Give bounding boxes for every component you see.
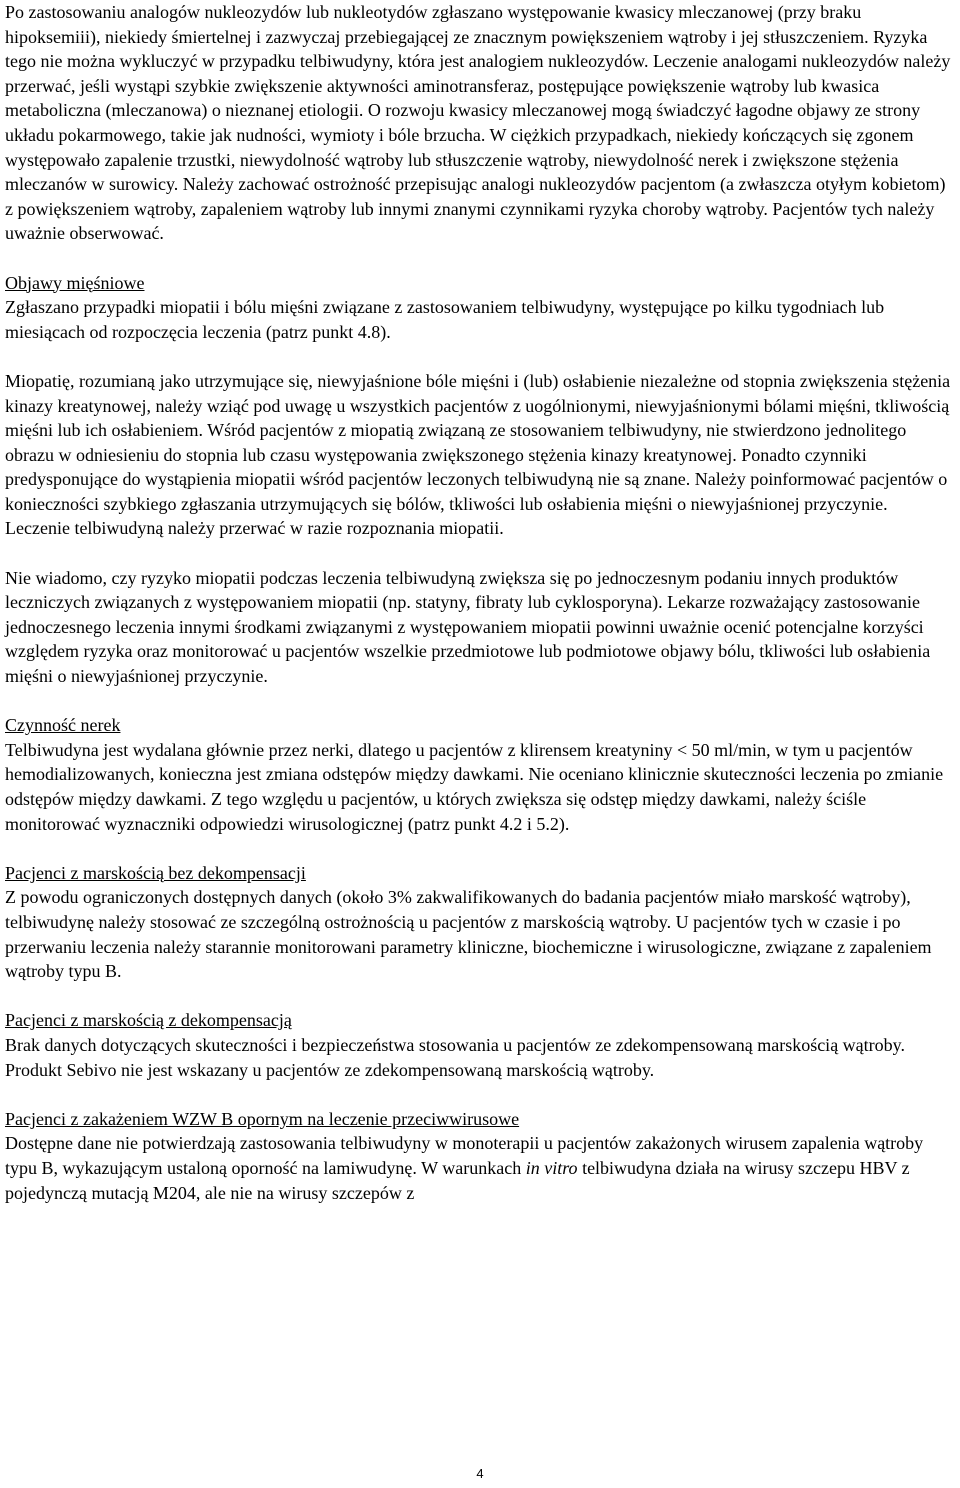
section-decompensated-cirrhosis <box>5 1008 956 1082</box>
section-renal-function <box>5 713 956 836</box>
section-muscle-symptoms <box>5 271 956 345</box>
body-text: Brak danych dotyczących skuteczności i bezpieczeństwa stosowania u pacjentów ze zdekompensowaną marskością wątroby. Produkt Sebivo nie jest wskazany u pacjentów ze zdekompensowaną marskością wątroby. <box>5 1034 905 1080</box>
body-text: Z powodu ograniczonych dostępnych danych (około 3% zakwalifikowanych do badania pacjentów miało marskość wątroby), telbiwudynę należy stosować ze szczególną ostrożnością u pacjentów z marskością wątroby. U pacjentów tych w czasie i po przerwaniu leczenia należy starannie monitorowani parametry kliniczne, biochemiczne i wirusologiczne, związane z zapaleniem wątroby typu B. <box>5 887 932 982</box>
section-heading: Objawy mięśniowe <box>5 272 145 293</box>
paragraph-lactic-acidosis <box>5 0 956 246</box>
section-heading: Pacjenci z marskością z dekompensacją <box>5 1010 292 1031</box>
page-number: 4 <box>476 1466 484 1481</box>
section-heading: Pacjenci z zakażeniem WZW B opornym na leczenie przeciwwirusowe <box>5 1108 520 1129</box>
body-text: Zgłaszano przypadki miopatii i bólu mięśni związane z zastosowaniem telbiwudyny, występujące po kilku tygodniach lub miesiącach od rozpoczęcia leczenia (patrz punkt 4.8). <box>5 297 885 342</box>
body-text: Telbiwudyna jest wydalana głównie przez nerki, dlatego u pacjentów z klirensem kreatyniny < 50 ml/min, w tym u pacjentów hemodializowanych, konieczna jest zmiana odstępów między dawkami. Nie oceniano klinicznie skuteczności leczenia po zmianie odstępów między dawkami. Z tego względu u pacjentów, u których zwiększa się odstęp między dawkami, należy ściśle monitorować wyznaczniki odpowiedzi wirusologicznej (patrz punkt 4.2 i 5.2). <box>5 739 944 834</box>
section-compensated-cirrhosis <box>5 861 956 984</box>
paragraph-myopathy <box>5 369 956 541</box>
body-text <box>5 1131 956 1205</box>
paragraph-concomitant-products <box>5 566 956 689</box>
italic-term: in vitro <box>525 1157 578 1178</box>
body-text: Po zastosowaniu analogów nukleozydów lub nukleotydów zgłaszano występowanie kwasicy mleczanowej (przy braku hipoksemiii), niekiedy śmiertelnej i zazwyczaj przebiegającej ze znacznym powiększeniem wątroby i jej stłuszczeniem. Ryzyka tego nie można wykluczyć w przypadku telbiwudyny, która jest analogiem nukleozydów. Leczenie analogami nukleozydów należy przerwać, jeśli wystąpi szybkie zwiększenie aktywności aminotransferaz, postępujące powiększenie wątroby lub kwasica metaboliczna (mleczanowa) o nieznanej etiologii. O rozwoju kwasicy mleczanowej mogą świadczyć łagodne objawy ze strony układu pokarmowego, takie jak nudności, wymioty i bóle brzucha. W ciężkich przypadkach, niekiedy kończących się zgonem występowało zapalenie trzustki, niewydolność wątroby lub stłuszczenie wątroby, niewydolność nerek i zwiększone stężenia mleczanów w surowicy. Należy zachować ostrożność przepisując analogi nukleozydów pacjentom (a zwłaszcza otyłym kobietom) z powiększeniem wątroby, zapaleniem wątroby lub innymi znanymi czynnikami ryzyka choroby wątroby. Pacjentów tych należy uważnie obserwować. <box>5 2 951 244</box>
body-text: Nie wiadomo, czy ryzyko miopatii podczas leczenia telbiwudyną zwiększa się po jednoczesnym podaniu innych produktów leczniczych związanych z występowaniem miopatii (np. statyny, fibraty lub cyklosporyna). Lekarze rozważający zastosowanie jednoczesnego leczenia innymi środkami związanymi z występowaniem miopatii powinni uważnie ocenić potencjalne korzyści względem ryzyka oraz monitorować u pacjentów wszelkie przedmiotowe lub podmiotowe objawy bólu, tkliwości lub osłabienia mięśni o niewyjaśnionej przyczynie. <box>5 567 931 687</box>
section-resistant-hbv <box>5 1107 956 1205</box>
body-text-part: Dostępne dane nie potwierdzają zastosowania telbiwudyny w monoterapii u pacjentów zakażonych wirusem zapalenia wątroby typu B, wykazującym ustaloną oporność na lamiwudynę. W warunkach <box>5 1133 924 1178</box>
body-text: Miopatię, rozumianą jako utrzymujące się, niewyjaśnione bóle mięśni i (lub) osłabienie niezależne od stopnia zwiększenia stężenia kinazy kreatynowej, należy wziąć pod uwagę u wszystkich pacjentów z uogólnionymi, niewyjaśnionymi bólami mięśni, tkliwością mięśni lub ich osłabieniem. Wśród pacjentów z miopatią związaną ze stosowaniem telbiwudyny, nie stwierdzono jednolitego obrazu w odniesieniu do stopnia lub czasu występowania zwiększonego stężenia kinazy kreatynowej. Ponadto czynniki predysponujące do wystąpienia miopatii wśród pacjentów leczonych telbiwudyną nie są znane. Należy poinformować pacjentów o konieczności szybkiego zgłaszania utrzymujących się bólów, tkliwości lub osłabienia mięśni o niewyjaśnionej przyczynie. Leczenie telbiwudyną należy przerwać w razie rozpoznania miopatii. <box>5 370 951 539</box>
body-text-part: telbiwudyna działa na wirusy szczepu HBV z pojedynczą mutacją M204, ale nie na wirusy szczepów z <box>5 1157 910 1203</box>
section-heading: Pacjenci z marskością bez dekompensacji <box>5 862 306 883</box>
section-heading: Czynność nerek <box>5 715 121 736</box>
